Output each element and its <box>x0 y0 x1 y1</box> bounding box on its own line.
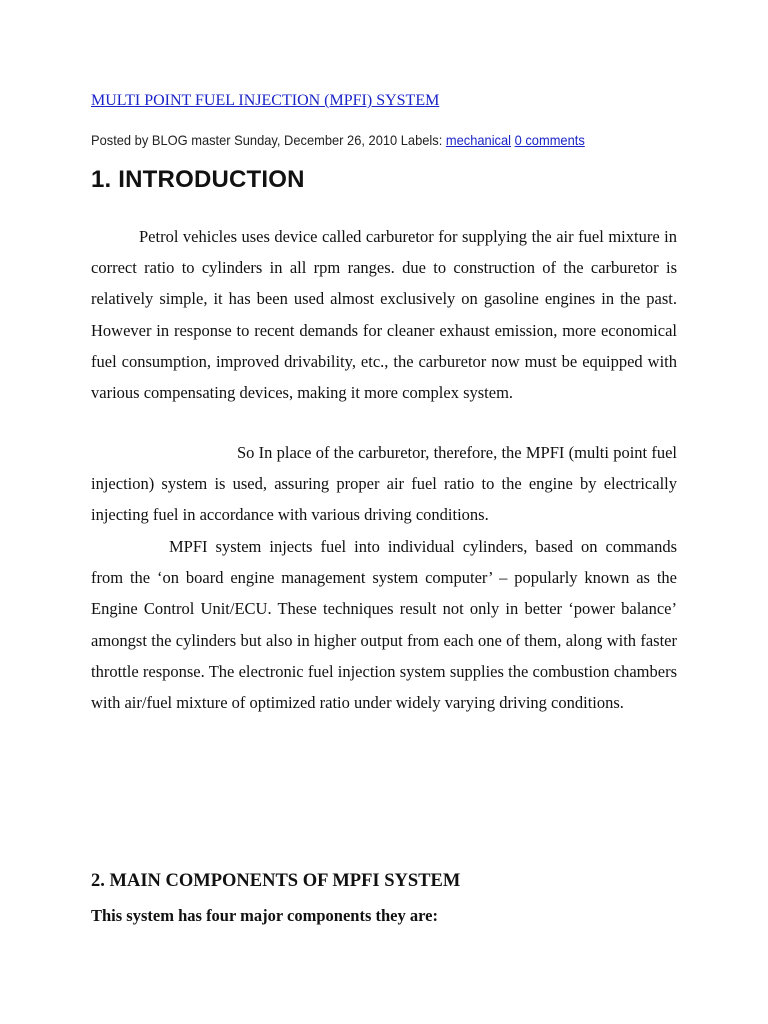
comments-link[interactable]: 0 comments <box>514 132 585 148</box>
section-heading-introduction: 1. INTRODUCTION <box>91 166 305 193</box>
label-link-mechanical[interactable]: mechanical <box>445 132 512 148</box>
intro-paragraph-1: Petrol vehicles uses device called carburetor for supplying the air fuel mixture in correct ratio to cylinders in all rpm ranges. due to construction of the carburetor is relatively simple, it has been used almost exclusively on gasoline engines in the past. However in response to recent demands for cleaner exhaust emission, more economical fuel consumption, improved drivability, etc., the carburetor now must be equipped with various compensating devices, making it more complex system. <box>91 227 677 403</box>
post-title-link[interactable]: MULTI POINT FUEL INJECTION (MPFI) SYSTEM <box>91 92 440 109</box>
post-meta-text: Posted by BLOG master Sunday, December 26, 2010 Labels: <box>91 132 446 148</box>
post-meta <box>91 132 585 148</box>
intro-paragraph-3: MPFI system injects fuel into individual cylinders, based on commands from the ‘on board engine management system computer’ – popularly known as the Engine Control Unit/ECU. These techniques result not only in better ‘power balance’ amongst the cylinders but also in higher output from each one of them, along with faster throttle response. The electronic fuel injection system supplies the combustion chambers with air/fuel mixture of optimized ratio under widely varying driving conditions. <box>91 537 677 713</box>
section-heading-main-components: 2. MAIN COMPONENTS OF MPFI SYSTEM <box>91 871 461 891</box>
intro-paragraph-2: So In place of the carburetor, therefore, the MPFI (multi point fuel injection) system is used, assuring proper air fuel ratio to the engine by electrically injecting fuel in accordance with various driving conditions. <box>91 443 677 525</box>
components-intro-text: This system has four major components they are: <box>91 906 438 925</box>
